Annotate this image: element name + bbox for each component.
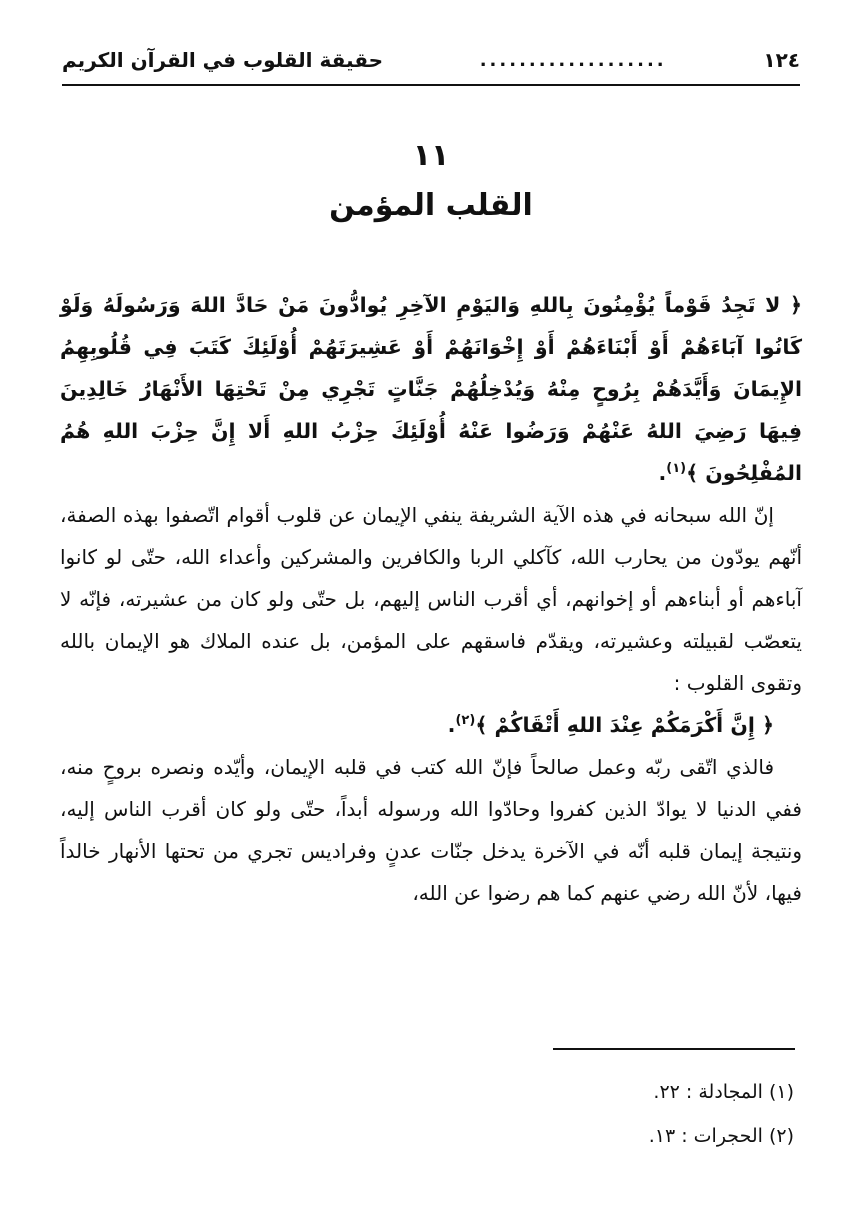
footnote-2: (٢) الحجرات : ١٣.: [648, 1125, 794, 1147]
running-header: [62, 38, 800, 82]
page-number: ١٢٤: [763, 48, 800, 72]
footnotes: [394, 1070, 794, 1158]
quran-verse-1: [60, 284, 802, 494]
footnote-ref-2: (٢): [455, 713, 476, 729]
verse-close-bracket: ﴾: [475, 713, 488, 737]
body-text: [60, 284, 802, 914]
paragraph-1: إنّ الله سبحانه في هذه الآية الشريفة ينفي الإيمان عن قلوب أقوام اتّصفوا بهذه الصفة، أنّهم يودّون من يحارب الله، كآكلي الربا والكافرين والمشركين وأعداء الله، حتّى لو كانوا آباءهم أو أبناءهم أو إخوانهم، أي أقرب الناس إليهم، بل حتّى ولو كان من عشيرته، فإنّه لا يتعصّب لقبيلته وعشيرته، ويقدّم فاسقهم على المؤمن، بل عنده الملاك هو الإيمان بالله وتقوى القلوب :: [60, 503, 802, 695]
verse-open-bracket: ﴿: [790, 293, 803, 317]
footnote-rule: [553, 1048, 795, 1050]
book-title: حقيقة القلوب في القرآن الكريم: [62, 48, 383, 72]
header-rule: [62, 84, 800, 86]
header-leader-dots: ...................: [479, 49, 667, 71]
chapter-title: القلب المؤمن: [329, 188, 533, 223]
footnote-ref-1: (١): [666, 461, 687, 477]
verse-end: .: [658, 461, 667, 485]
verse-end: .: [447, 713, 456, 737]
verse-text: إِنَّ أَكْرَمَكُمْ عِنْدَ اللهِ أَتْقَاكُمْ: [494, 713, 755, 737]
paragraph-2: فالذي اتّقى ربّه وعمل صالحاً فإنّ الله كتب في قلبه الإيمان، وأيّده ونصره بروحٍ منه، ففي الدنيا لا يوادّ الذين كفروا وحادّوا الله ورسوله أبداً، حتّى ولو كان أقرب الناس إليه، ونتيجة إيمان قلبه أنّه في الآخرة يدخل جنّات عدنٍ وفراديس تجري من تحتها الأنهار خالداً فيها، لأنّ الله رضي عنهم كما هم رضوا عن الله،: [60, 755, 802, 905]
verse-open-bracket: ﴿: [761, 713, 774, 737]
verse-text: لا تَجِدُ قَوْماً يُؤْمِنُونَ بِاللهِ وَاليَوْمِ الآخِرِ يُوادُّونَ مَنْ حَادَّ اللهَ وَرَسُولَهُ وَلَوْ كَانُوا آبَاءَهُمْ أَوْ أَبْنَاءَهُمْ أَوْ إِخْوَانَهُمْ أَوْ عَشِيرَتَهُمْ أُوْلَئِكَ كَتَبَ فِي قُلُوبِهِمُ الإِيمَانَ وَأَيَّدَهُمْ بِرُوحٍ مِنْهُ وَيُدْخِلُهُمْ جَنَّاتٍ تَجْرِي مِنْ تَحْتِهَا الأَنْهَارُ خَالِدِينَ فِيهَا رَضِيَ اللهُ عَنْهُمْ وَرَضُوا عَنْهُ أُوْلَئِكَ حِزْبُ اللهِ أَلا إِنَّ حِزْبَ اللهِ هُمُ المُفْلِحُونَ: [60, 293, 802, 485]
verse-close-bracket: ﴾: [686, 461, 699, 485]
chapter-number: ١١: [412, 138, 450, 173]
footnote-1: (١) المجادلة : ٢٢.: [653, 1081, 794, 1103]
quran-verse-2: [60, 704, 802, 746]
